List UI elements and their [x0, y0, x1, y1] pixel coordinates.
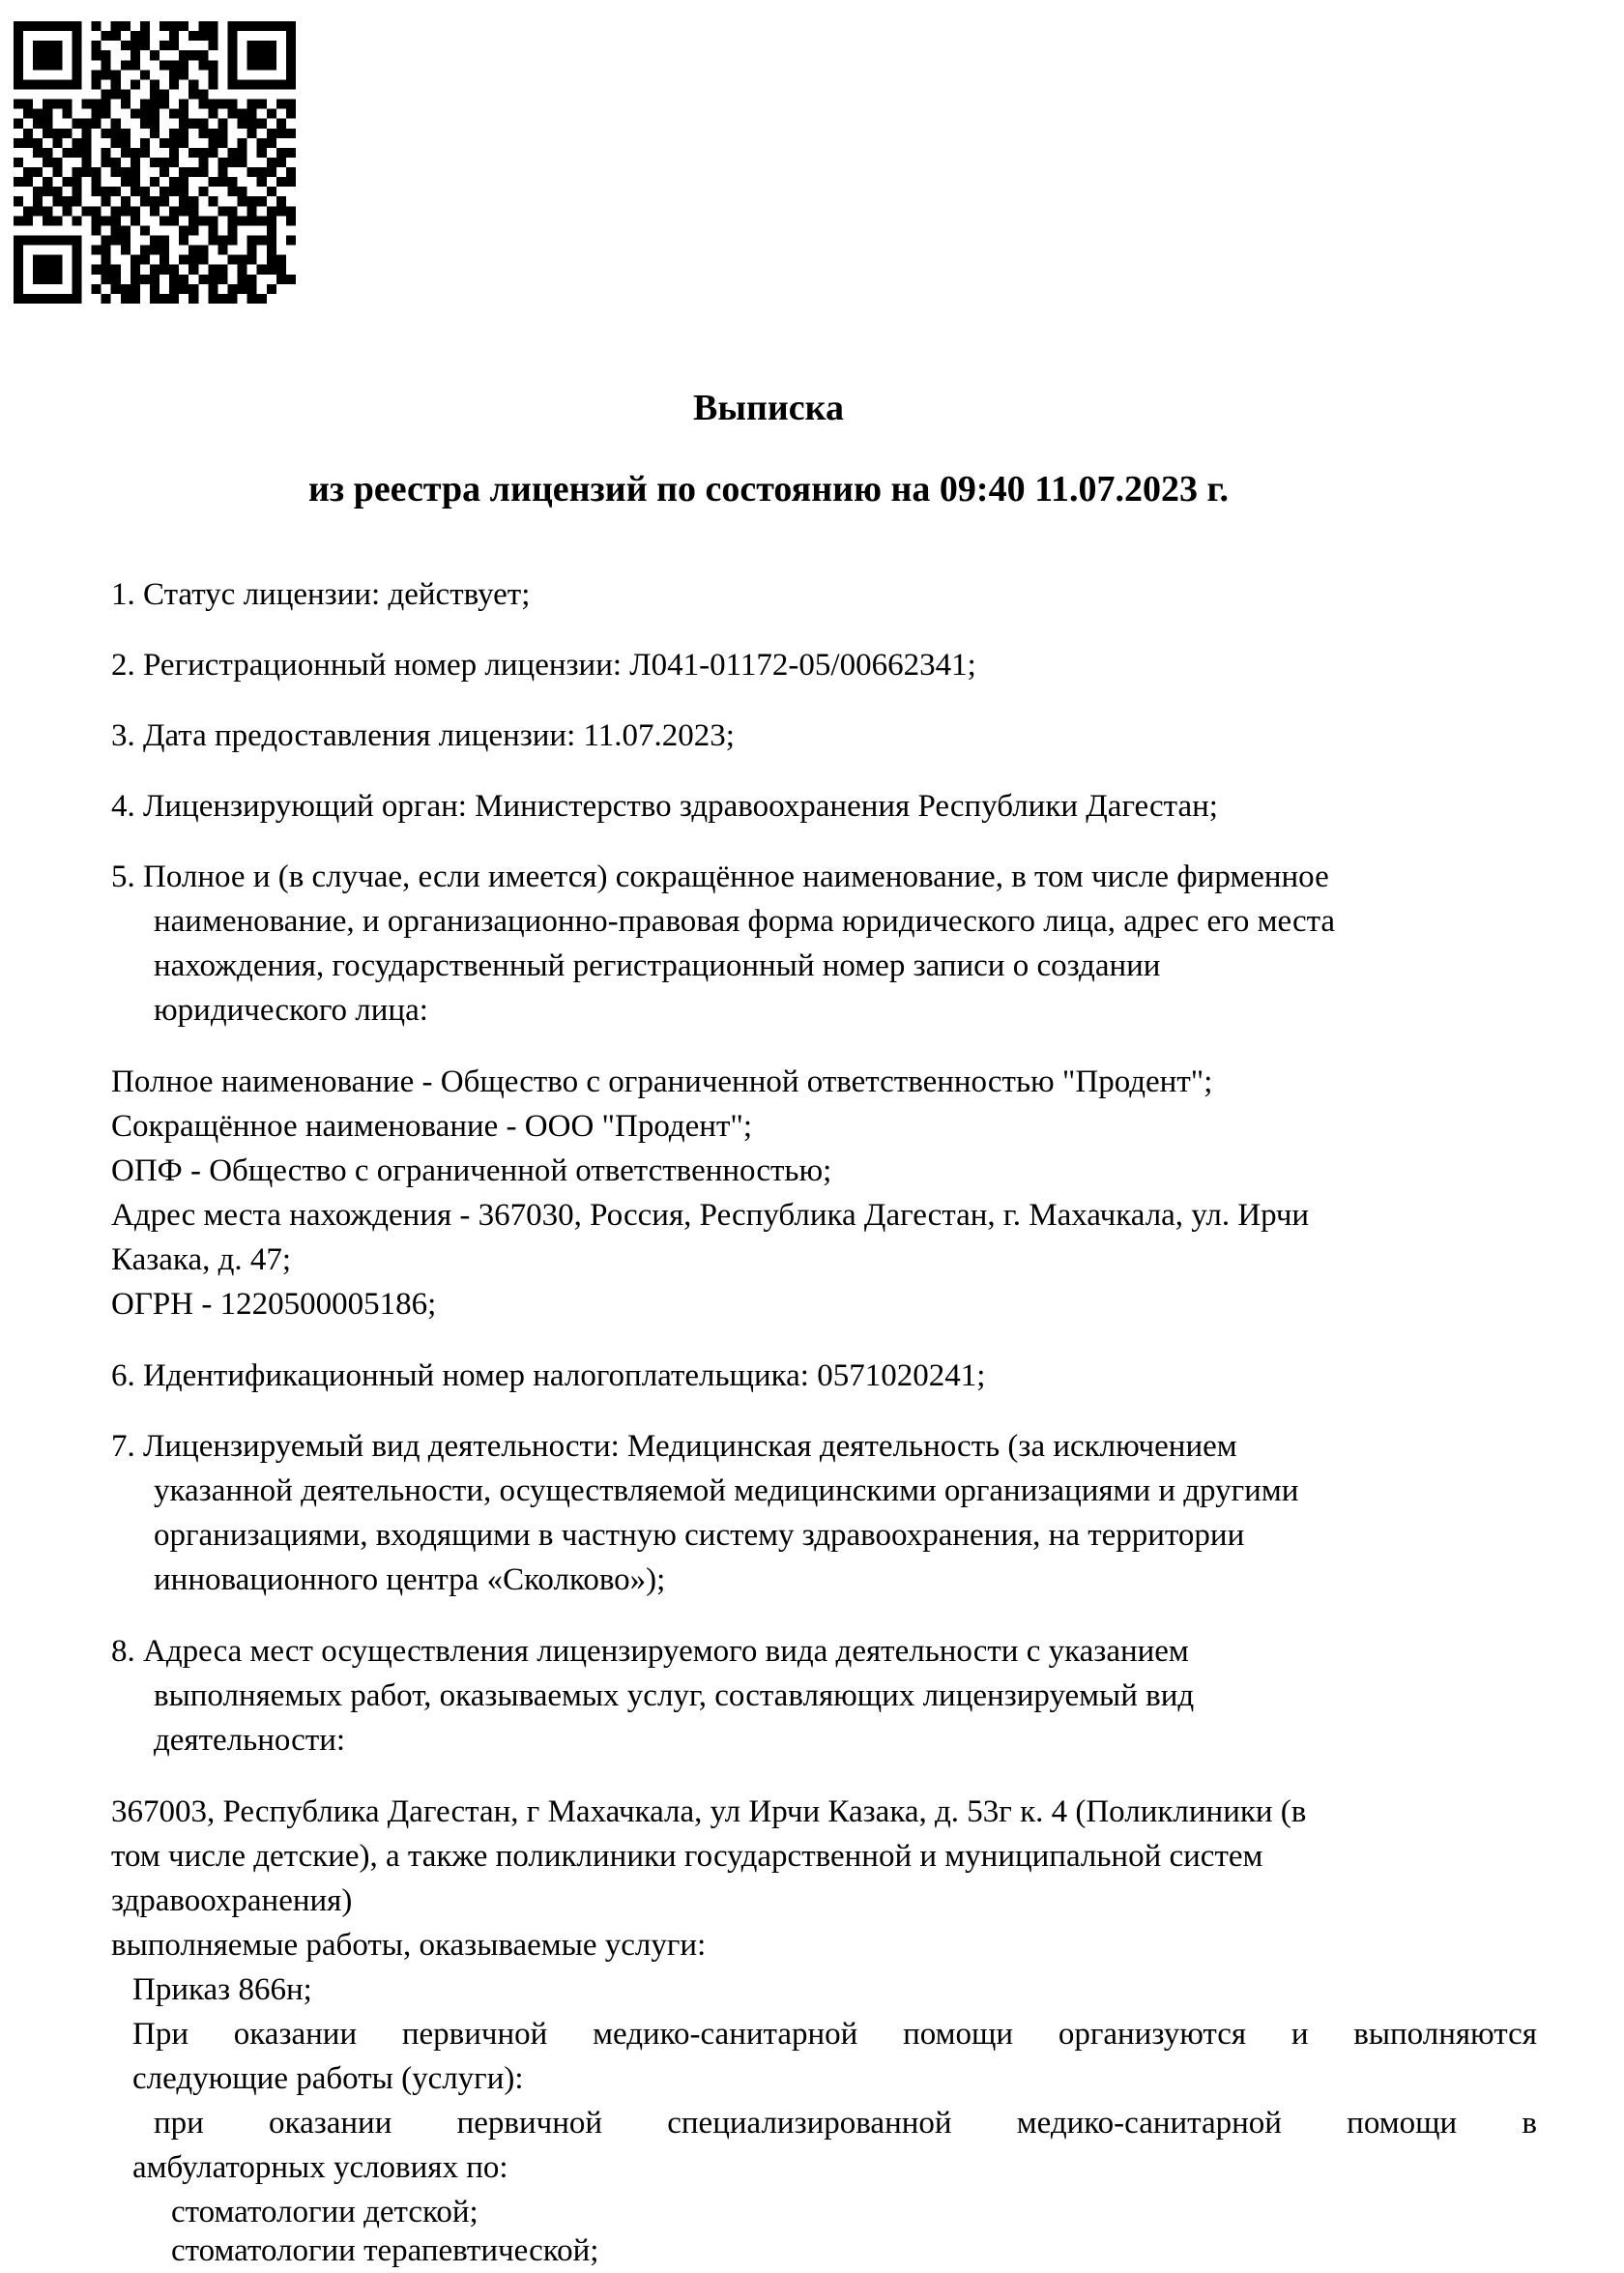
spec-word: специализированной — [667, 2106, 952, 2141]
spec-line-2: амбулаторных условиях по: — [132, 2150, 508, 2185]
pmsp-word: организуются — [1058, 2017, 1247, 2052]
item7-line-1: 7. Лицензируемый вид деятельности: Медицинская деятельность (за исключением — [111, 1429, 1237, 1464]
org-address-line-2: Казака, д. 47; — [111, 1242, 292, 1277]
document-subtitle: из реестра лицензий по состоянию на 09:40 11.07.2023 г. — [308, 469, 1229, 510]
works-services-label: выполняемые работы, оказываемые услуги: — [111, 1928, 707, 1963]
item5-line-3: нахождения, государственный регистрационный номер записи о создании — [154, 948, 1161, 983]
pmsp-line-2: следующие работы (услуги): — [132, 2061, 524, 2096]
pmsp-word: и — [1290, 2017, 1309, 2052]
item7-line-2: указанной деятельности, осуществляемой медицинскими организациями и другими — [154, 1473, 1299, 1508]
qr-code-image — [14, 21, 296, 304]
service-item: стоматологии терапевтической; — [171, 2233, 599, 2268]
pmsp-word: первичной — [401, 2017, 548, 2052]
activity-address-line-1: 367003, Республика Дагестан, г Махачкала, ул Ирчи Казака, д. 53г к. 4 (Поликлиники (в — [111, 1794, 1307, 1829]
spec-word: медико-санитарной — [1016, 2106, 1282, 2141]
item5-line-1: 5. Полное и (в случае, если имеется) сокращённое наименование, в том числе фирменное — [111, 860, 1329, 894]
spec-word: в — [1522, 2106, 1537, 2141]
pmsp-word: помощи — [903, 2017, 1014, 2052]
order-866n: Приказ 866н; — [132, 1972, 312, 2007]
org-full-name: Полное наименование - Общество с ограниченной ответственностью "Продент"; — [111, 1064, 1213, 1099]
pmsp-line-1 — [132, 2012, 1537, 2056]
pmsp-word: медико-санитарной — [593, 2017, 858, 2052]
licensing-authority: 4. Лицензирующий орган: Министерство здравоохранения Республики Дагестан; — [111, 789, 1218, 824]
spec-word: помощи — [1347, 2106, 1458, 2141]
document-title: Выписка — [693, 388, 844, 428]
item5-line-2: наименование, и организационно-правовая форма юридического лица, адрес его места — [154, 904, 1336, 939]
taxpayer-id: 6. Идентификационный номер налогоплательщика: 0571020241; — [111, 1358, 986, 1393]
spec-line-1 — [154, 2101, 1537, 2145]
org-short-name: Сокращённое наименование - ООО "Продент"; — [111, 1109, 753, 1144]
service-item: стоматологии детской; — [171, 2195, 478, 2229]
license-reg-number: 2. Регистрационный номер лицензии: Л041-01172-05/00662341; — [111, 648, 976, 683]
item8-line-3: деятельности: — [154, 1723, 346, 1758]
org-ogrn: ОГРН - 1220500005186; — [111, 1287, 437, 1322]
spec-word: при — [154, 2106, 204, 2141]
org-address-line-1: Адрес места нахождения - 367030, Россия, Республика Дагестан, г. Махачкала, ул. Ирчи — [111, 1198, 1310, 1233]
org-legal-form: ОПФ - Общество с ограниченной ответственностью; — [111, 1153, 832, 1188]
activity-address-line-2: том числе детские), а также поликлиники государственной и муниципальной систем — [111, 1839, 1263, 1874]
spec-word: первичной — [456, 2106, 603, 2141]
item7-line-4: инновационного центра «Сколково»); — [154, 1562, 666, 1597]
pmsp-word: оказании — [233, 2017, 358, 2052]
item5-line-4: юридического лица: — [154, 993, 428, 1028]
item8-line-2: выполняемых работ, оказываемых услуг, составляющих лицензируемый вид — [154, 1678, 1195, 1713]
item7-line-3: организациями, входящими в частную систему здравоохранения, на территории — [154, 1518, 1245, 1553]
item8-line-1: 8. Адреса мест осуществления лицензируемого вида деятельности с указанием — [111, 1634, 1189, 1669]
activity-address-line-3: здравоохранения) — [111, 1883, 353, 1918]
license-date: 3. Дата предоставления лицензии: 11.07.2023; — [111, 718, 735, 753]
pmsp-word: выполняются — [1353, 2017, 1537, 2052]
license-status: 1. Статус лицензии: действует; — [111, 577, 531, 612]
spec-word: оказании — [269, 2106, 392, 2141]
pmsp-word: При — [132, 2017, 188, 2052]
